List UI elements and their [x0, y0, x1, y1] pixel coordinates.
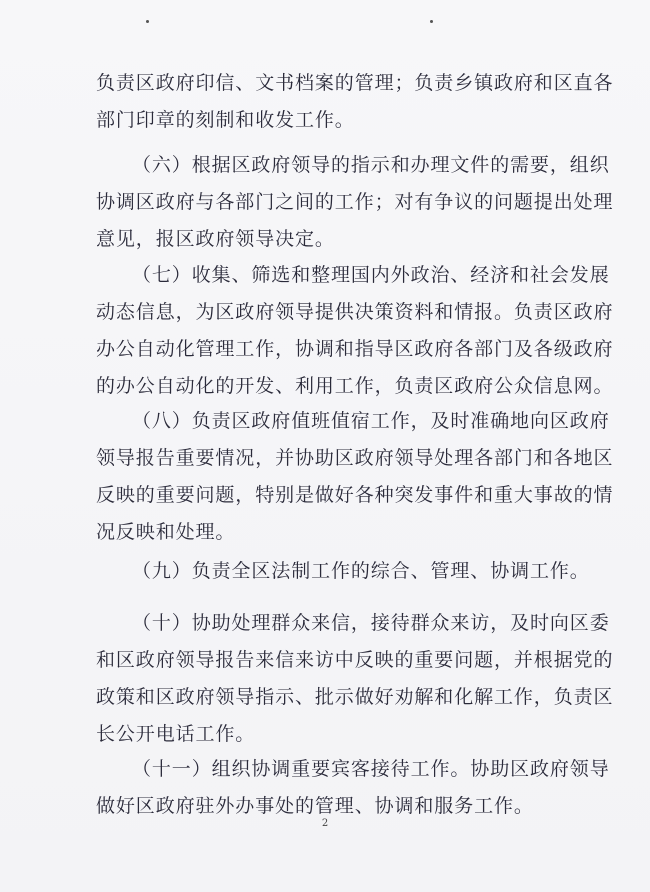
text-line: 长公开电话工作。 [96, 723, 256, 745]
text-line: 况反映和处理。 [96, 521, 236, 543]
text-line: （九）负责全区法制工作的综合、管理、协调工作。 [132, 560, 590, 582]
text-line: （十）协助处理群众来信，接待群众来访，及时向区委 [132, 612, 610, 634]
text-line: 意见，报区政府领导决定。 [96, 228, 335, 250]
paragraph-item-8 [96, 403, 614, 551]
scan-mark-right [430, 20, 433, 23]
paragraph-item-6 [96, 147, 614, 258]
text-line: 和区政府领导报告来信来访中反映的重要问题，并根据党的 [96, 649, 614, 671]
text-line: 领导报告重要情况，并协助区政府领导处理各部门和各地区 [96, 447, 614, 469]
text-line: 反映的重要问题，特别是做好各种突发事件和重大事故的情 [96, 484, 614, 506]
paragraph-continuation [96, 65, 614, 139]
text-line: 部门印章的刻制和收发工作。 [96, 109, 355, 131]
text-line: （十一）组织协调重要宾客接待工作。协助区政府领导 [132, 758, 610, 780]
text-line: 做好区政府驻外办事处的管理、协调和服务工作。 [96, 795, 534, 817]
text-line: （七）收集、筛选和整理国内外政治、经济和社会发展 [132, 264, 610, 286]
text-line: 政策和区政府领导指示、批示做好劝解和化解工作，负责区 [96, 686, 614, 708]
paragraph-item-7 [96, 257, 614, 405]
text-line: 协调区政府与各部门之间的工作；对有争议的问题提出处理 [96, 191, 614, 213]
text-line: 负责区政府印信、文书档案的管理；负责乡镇政府和区直各 [96, 72, 614, 94]
text-line: 办公自动化管理工作，协调和指导区政府各部门及各级政府 [96, 338, 614, 360]
text-line: （六）根据区政府领导的指示和办理文件的需要，组织 [132, 154, 610, 176]
page-number: 2 [321, 818, 329, 829]
scan-mark-left [146, 20, 149, 23]
text-line: 动态信息，为区政府领导提供决策资料和情报。负责区政府 [96, 301, 614, 323]
text-line: （八）负责区政府值班值宿工作，及时准确地向区政府 [132, 410, 610, 432]
paragraph-item-9 [96, 553, 590, 590]
text-line: 的办公自动化的开发、利用工作，负责区政府公众信息网。 [96, 375, 614, 397]
paragraph-item-11 [96, 751, 610, 825]
paragraph-item-10 [96, 605, 614, 753]
